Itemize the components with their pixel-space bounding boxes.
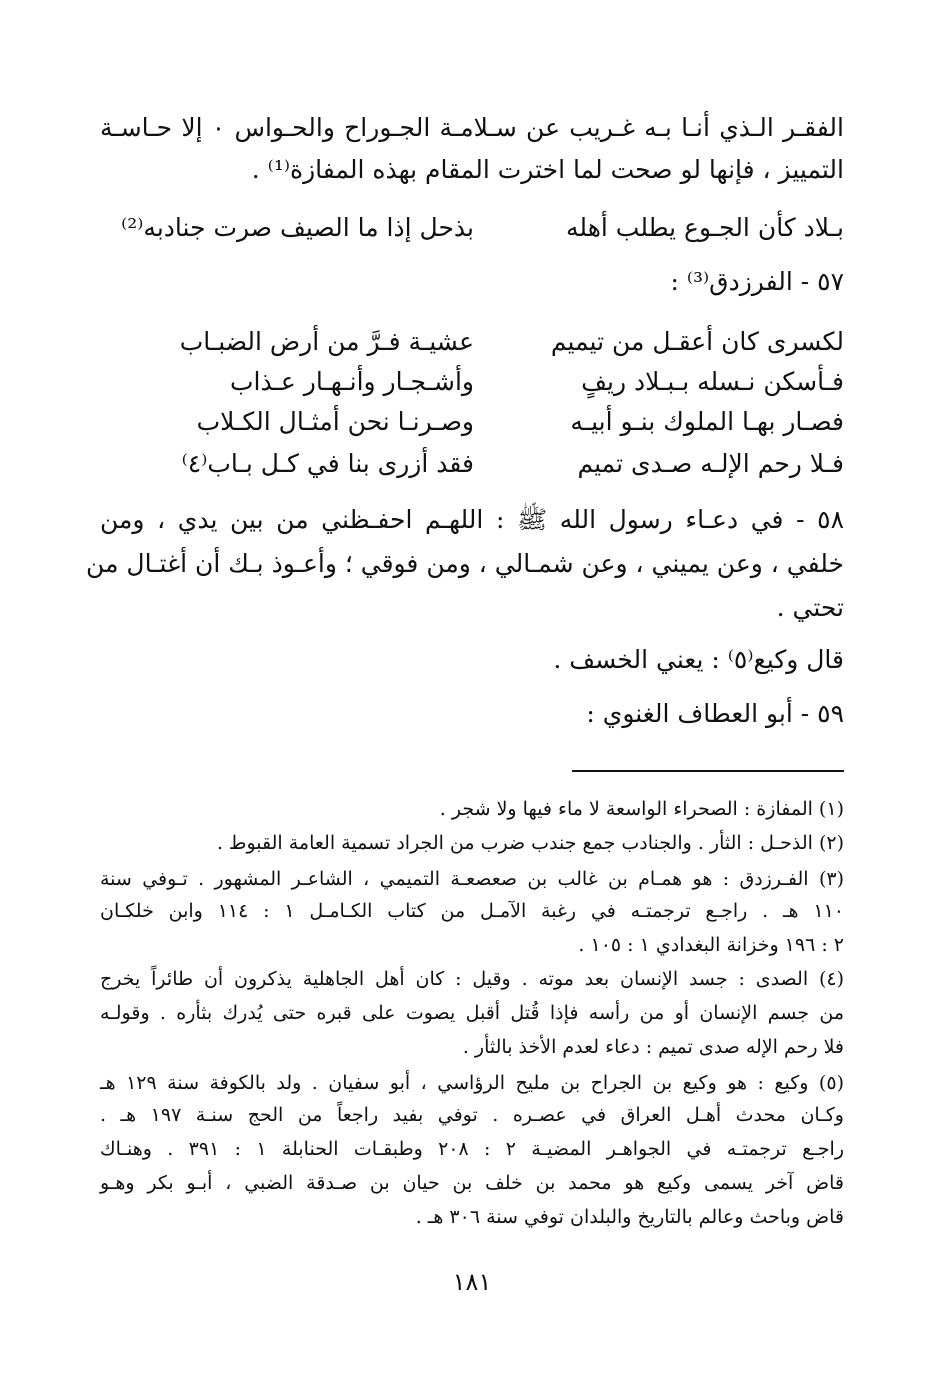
verse-second-hemistich: وصـرنـا نحن أمثـال الكـلاب [196,407,474,436]
page-number: ١٨١ [452,1268,492,1296]
body-line: ٥٨ - في دعـاء رسول الله ﷺ : اللهـم احفـظني من بين يدي ، ومن [100,505,844,534]
footnote-line: وكـان محدث أهـل العراق في عصـره . توفي بفيد راجعاً من الحج سنـة ١٩٧ هـ . [100,1104,844,1126]
footnote-line: (٤) الصدى : جسد الإنسان بعد موته . وقيل : كان أهل الجاهلية يذكرون أن طائراً يخرج [100,968,844,990]
entry-heading-57: ٥٧ - الفرزدق⁽³⁾ : [670,267,844,296]
verse-second-hemistich: بذحل إذا ما الصيف صرت جنادبه⁽²⁾ [121,213,474,242]
footnote-line: من جسم الإنسان أو من رأسه فإذا قُتل أقبل يصوت على قبره حتى يُدرك بثأره . وقولـه [100,1002,844,1024]
footnote-line: ١١٠ هـ . راجـع ترجمتـه في رغبة الآمـل من كتاب الكـامـل ١ : ١١٤ وابن خلكـان [100,900,845,922]
footnote-line: راجـع ترجمتـه في الجواهـر المضيـة ٢ : ٢٠٨ وطبقـات الحنابلة ١ : ٣٩١ . وهنـاك [100,1138,844,1160]
footnote-line: (٣) الفـرزدق : هو همـام بن غالب بن صعصعـة التميمي ، الشاعـر المشهور . تـوفي سنة [100,868,844,890]
footnote-line: (٥) وكيع : هو وكيع بن الجراح بن مليح الرؤاسي ، أبو سفيان . ولد بالكوفة سنة ١٢٩ هـ [100,1072,844,1094]
verse-first-hemistich: فصـار بهـا الملوك بنـو أبيـه [570,407,844,436]
verse-line [100,322,844,362]
verse-second-hemistich: عشيـة فـرَّ من أرض الضبـاب [179,327,474,356]
entry-heading-59: ٥٩ - أبو العطاف الغنوي : [586,699,844,728]
footnote-line: (٢) الذحـل : الثأر . والجنادب جمع جندب ضرب من الجراد تسمية العامة القبوط . [216,832,844,854]
verse-first-hemistich: لكسرى كان أعقـل من تيميم [550,327,844,356]
verse-second-hemistich: فقد أزرى بنا في كـل بـاب⁽٤⁾ [181,449,474,478]
footnote-line: قاض آخر يسمى وكيع هو محمد بن خلف بن حيان بن صـدقة الضبي ، أبـو بكر وهـو [100,1172,844,1194]
body-line: خلفي ، وعن يميني ، وعن شمـالي ، ومن فوقي ؛ وأعـوذ بـك أن أغتـال من [86,549,844,578]
footnote-line: (١) المفازة : الصحراء الواسعة لا ماء فيها ولا شجر . [439,798,844,820]
waki-quote: قال وكيع⁽٥⁾ : يعني الخسف . [553,645,844,674]
footnote-line: فلا رحم الإله صدى تميم : دعاء لعدم الأخذ بالثأر . [462,1036,844,1058]
body-line: الفقـر الـذي أنـا بـه غـريب عن سـلامـة الجـوراح والحـواس ٠ إلا حـاسـة [100,113,844,142]
footnote-line: ٢ : ١٩٦ وخزانة البغدادي ١ : ١٠٥ . [578,934,844,956]
body-line: التمييز ، فإنها لو صحت لما اخترت المقام بهذه المفازة⁽¹⁾ . [251,155,844,184]
verse-line [100,362,844,402]
footnote-divider [572,770,844,772]
verse-first-hemistich: فـلا رحم الإلـه صـدى تميم [577,449,844,478]
verse-first-hemistich: فـأسكن نـسله بـبـلاد ريفٍ [581,367,844,396]
verse-first-hemistich: بـلاد كأن الجـوع يطلب أهله [566,213,844,242]
body-line: تحتي . [776,593,844,622]
verse-line [100,444,844,484]
verse-second-hemistich: وأشـجـار وأنـهـار عـذاب [229,367,474,396]
footnote-line: قاض وباحث وعالم بالتاريخ والبلدان توفي سنة ٣٠٦ هـ . [415,1206,844,1228]
verse-line [100,208,844,248]
verse-line [100,402,844,442]
